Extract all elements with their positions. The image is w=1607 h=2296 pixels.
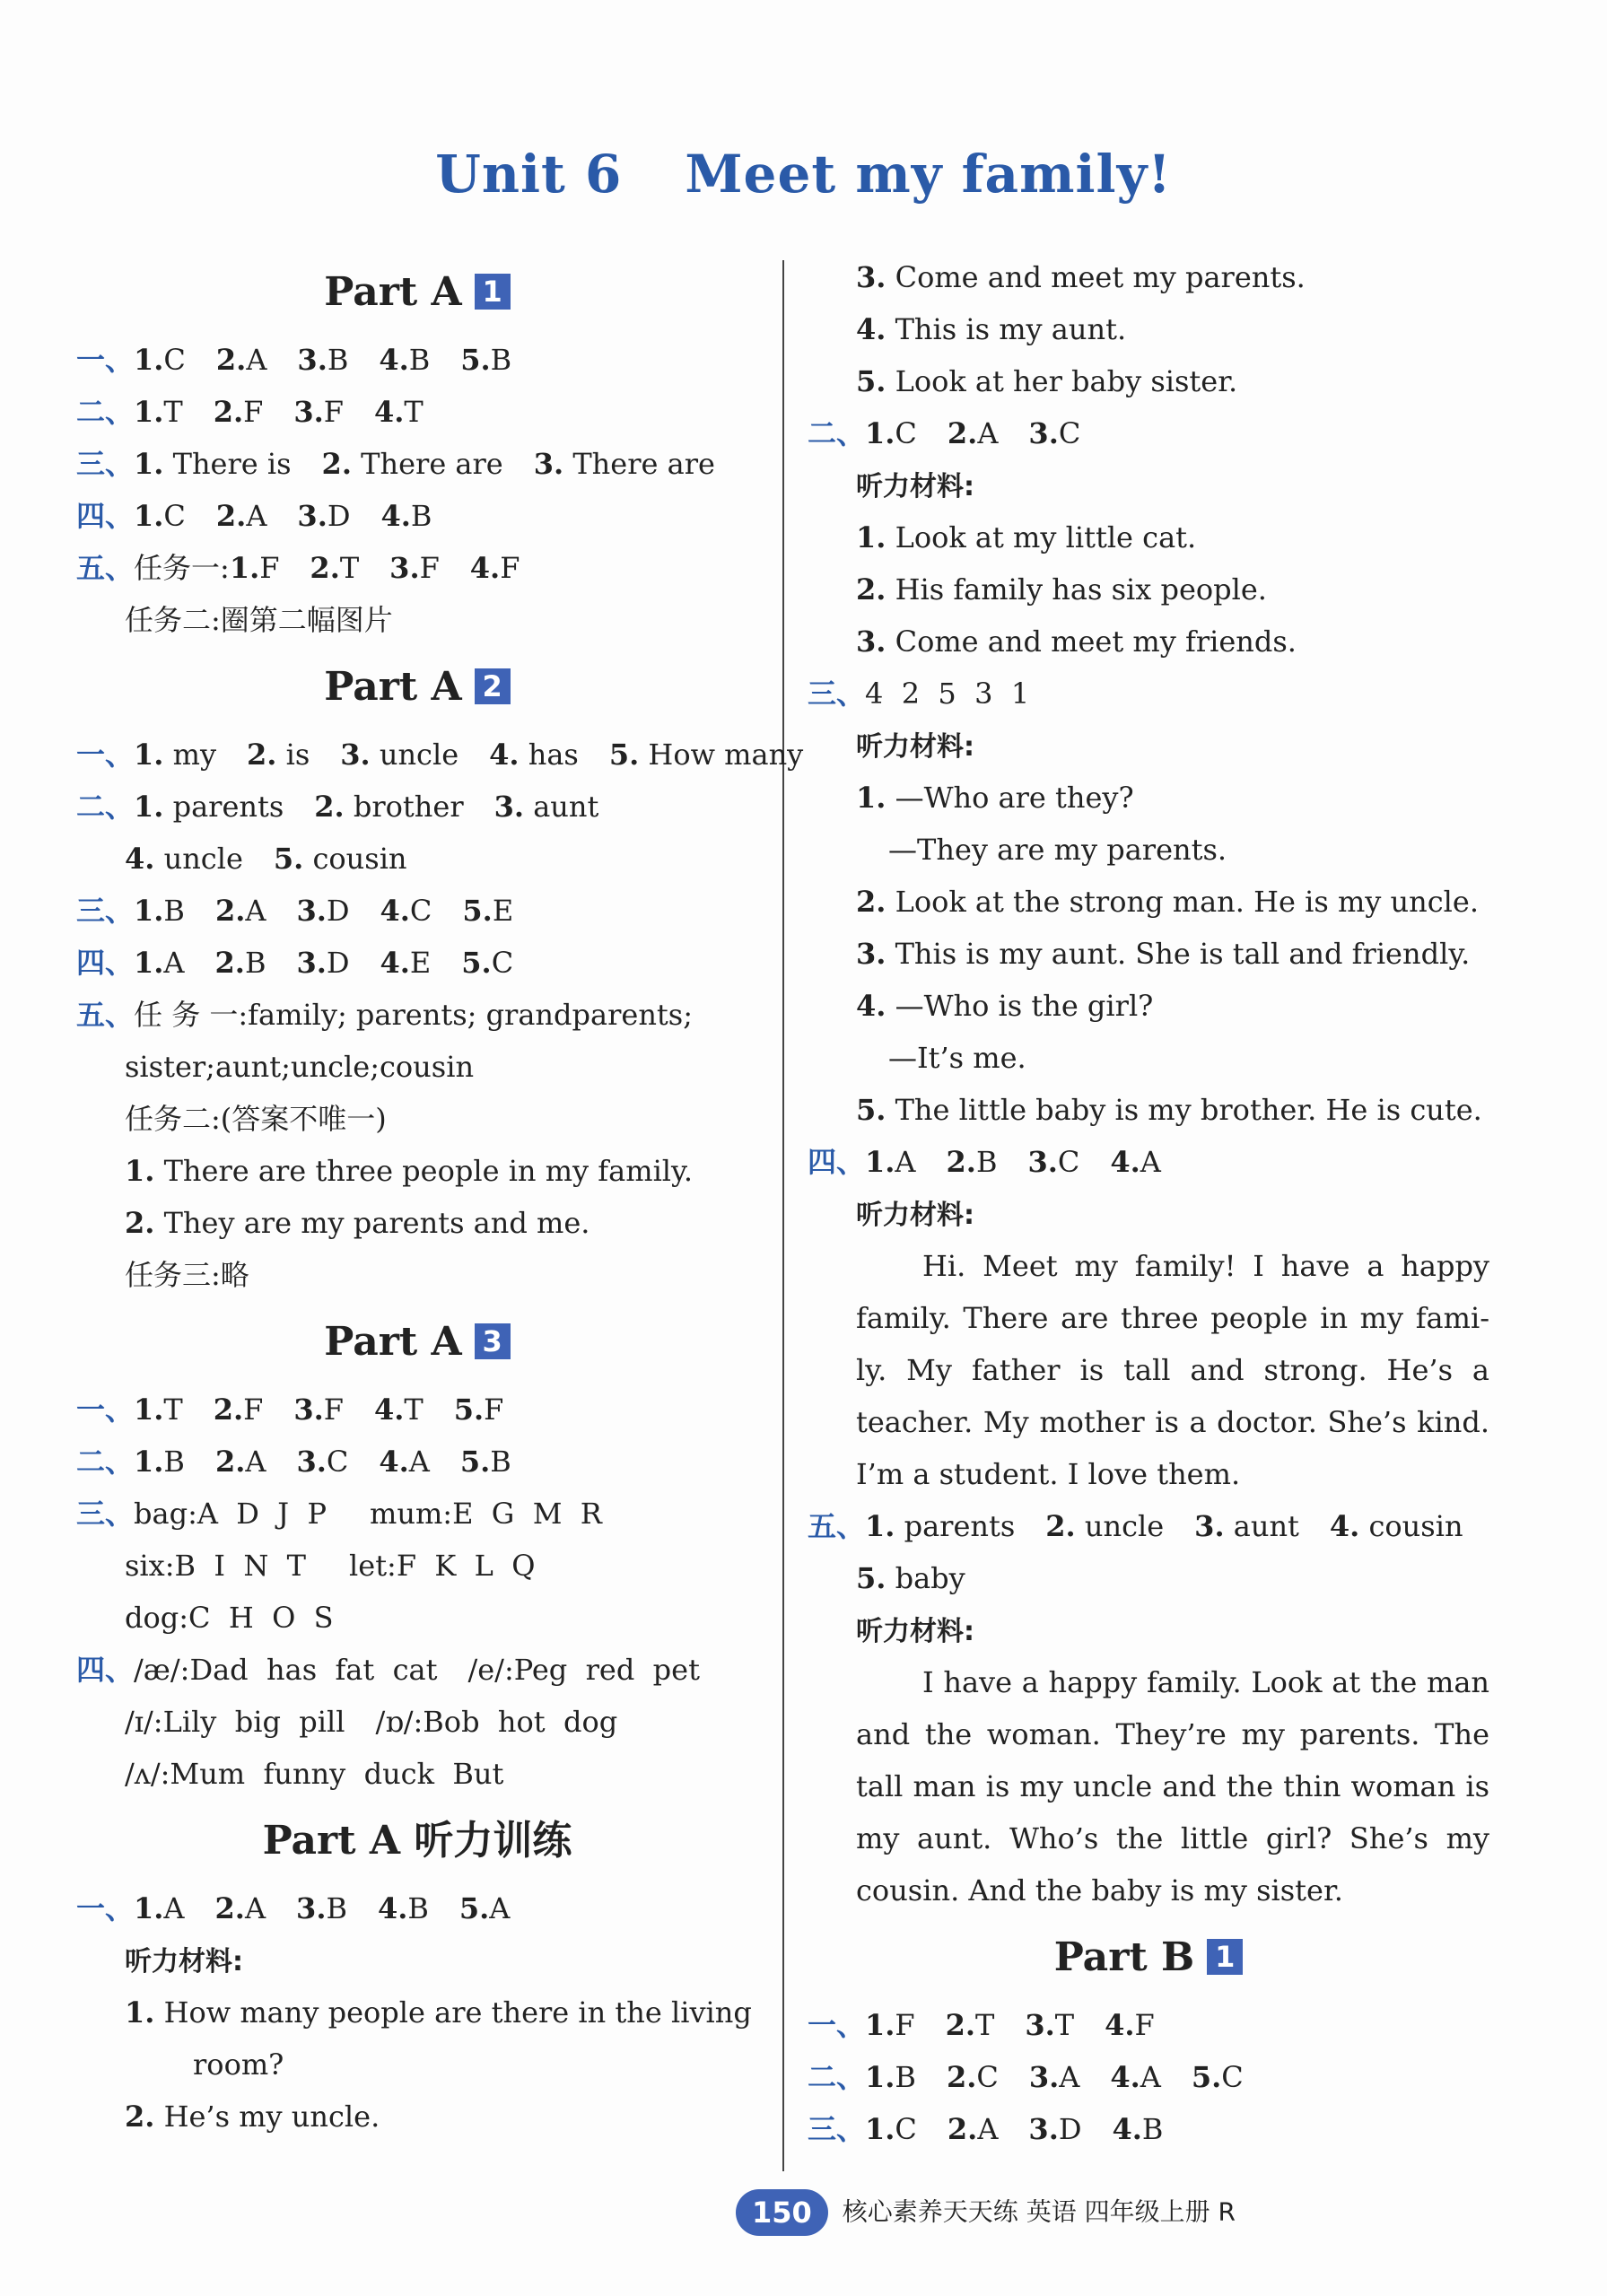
answer-row: 2. He’s my uncle. (125, 2100, 380, 2134)
answer-row: 二、1.B 2.A 3.C 4.A 5.B (76, 1445, 511, 1479)
answer-row: 五、1. parents 2. uncle 3. aunt 4. cousin (808, 1509, 1463, 1543)
section-heading-part-a-2: Part A 2 (76, 646, 758, 729)
answer-row: 任务二:圈第二幅图片 (125, 603, 393, 637)
listening-passage: I have a happy family. Look at the man and the woman. They’re my parents. The tall man is my uncle and the thin woman is my aunt. Who’s the little girl? She’s my cousin. And the baby is my sister. (856, 1665, 1489, 1908)
answer-row: 五、任务一:1.F 2.T 3.F 4.F (76, 551, 520, 585)
answer-row: 4. —Who is the girl? (856, 989, 1154, 1023)
answer-row: 3. This is my aunt. She is tall and friendly. (856, 937, 1471, 971)
answer-row: 二、1.B 2.C 3.A 4.A 5.C (808, 2060, 1244, 2094)
answer-row: 四、/æ/:Dad has fat cat /e/:Peg red pet (76, 1653, 700, 1687)
answer-row: 5. baby (856, 1561, 965, 1595)
answer-row: 一、1.F 2.T 3.T 4.F (808, 2008, 1155, 2042)
answer-row: 四、1.A 2.B 3.C 4.A (808, 1145, 1161, 1179)
answer-row: six:B I N T let:F K L Q (125, 1549, 536, 1583)
answer-row: 3. Come and meet my parents. (856, 260, 1306, 294)
right-column (808, 251, 1489, 2155)
answer-row: 四、1.C 2.A 3.D 4.B (76, 499, 432, 533)
answer-row: 5. The little baby is my brother. He is cute. (856, 1093, 1482, 1127)
answer-row: dog:C H O S (125, 1601, 334, 1635)
listening-material-label: 听力材料: (856, 1616, 974, 1647)
answer-row: room? (193, 2047, 284, 2082)
answer-row: 三、1. There is 2. There are 3. There are (76, 447, 715, 481)
book-title: 核心素养天天练 英语 四年级上册 R (842, 2196, 1236, 2227)
listening-material-label: 听力材料: (856, 1200, 974, 1231)
answer-row: 三、bag:A D J P mum:E G M R (76, 1497, 602, 1531)
section-heading-part-b-1: Part B 1 (808, 1916, 1489, 1999)
answer-row: 4. uncle 5. cousin (125, 842, 407, 876)
answer-row: 二、1.T 2.F 3.F 4.T (76, 395, 424, 429)
answer-row: 任务三:略 (125, 1258, 249, 1292)
answer-row: 三、1.B 2.A 3.D 4.C 5.E (76, 894, 514, 928)
page-number: 150 (736, 2189, 828, 2236)
answer-row: sister;aunt;uncle;cousin (125, 1050, 475, 1084)
column-divider (782, 260, 784, 2171)
answer-row: —They are my parents. (888, 833, 1227, 867)
answer-row: 2. They are my parents and me. (125, 1206, 590, 1240)
answer-row: 四、1.A 2.B 3.D 4.E 5.C (76, 946, 514, 980)
answer-row: 3. Come and meet my friends. (856, 624, 1297, 659)
listening-material-label: 听力材料: (856, 731, 974, 763)
answer-row: 4. This is my aunt. (856, 312, 1127, 346)
answer-row: 一、1.A 2.A 3.B 4.B 5.A (76, 1891, 511, 1925)
answer-row: 1. There are three people in my family. (125, 1154, 694, 1188)
answer-row: /ɪ/:Lily big pill /ɒ/:Bob hot dog (125, 1705, 618, 1739)
listening-material-label: 听力材料: (125, 1946, 243, 1977)
answer-row: 三、4 2 5 3 1 (808, 677, 1030, 711)
listening-material-label: 听力材料: (856, 471, 974, 502)
answer-row: 2. His family has six people. (856, 572, 1267, 607)
answer-row: —It’s me. (888, 1041, 1026, 1075)
answer-row: 1. Look at my little cat. (856, 520, 1197, 554)
section-heading-part-a-3: Part A 3 (76, 1301, 758, 1384)
page-title: Unit 6 Meet my family! (435, 144, 1172, 205)
answer-row: 五、任 务 一:family; parents; grandparents; (76, 998, 693, 1032)
left-column (76, 251, 804, 2143)
section-heading-part-a-1: Part A 1 (76, 251, 758, 334)
answer-row: 二、1.C 2.A 3.C (808, 416, 1081, 450)
answer-row: 三、1.C 2.A 3.D 4.B (808, 2112, 1164, 2146)
answer-row: 任务二:(答案不唯一) (125, 1102, 387, 1136)
answer-row: 二、1. parents 2. brother 3. aunt (76, 790, 599, 824)
answer-row: 2. Look at the strong man. He is my uncle. (856, 885, 1480, 919)
answer-row: 一、1. my 2. is 3. uncle 4. has 5. How many (76, 738, 804, 772)
listening-passage: Hi. Meet my family! I have a happy family. There are three people in my fami-ly. My father is tall and strong. He’s a teacher. My mother is a doctor. She’s kind. I’m a student. I love them. (856, 1249, 1489, 1491)
answer-row: 1. How many people are there in the living (125, 1995, 752, 2030)
answer-row: /ʌ/:Mum funny duck But (125, 1757, 504, 1791)
answer-row: 1. —Who are they? (856, 781, 1134, 815)
page-footer (736, 2187, 1236, 2234)
answer-row: 5. Look at her baby sister. (856, 364, 1238, 398)
section-heading-part-a-listening: Part A 听力训练 (262, 1818, 572, 1864)
answer-row: 一、1.C 2.A 3.B 4.B 5.B (76, 343, 512, 377)
answer-row: 一、1.T 2.F 3.F 4.T 5.F (76, 1392, 504, 1427)
